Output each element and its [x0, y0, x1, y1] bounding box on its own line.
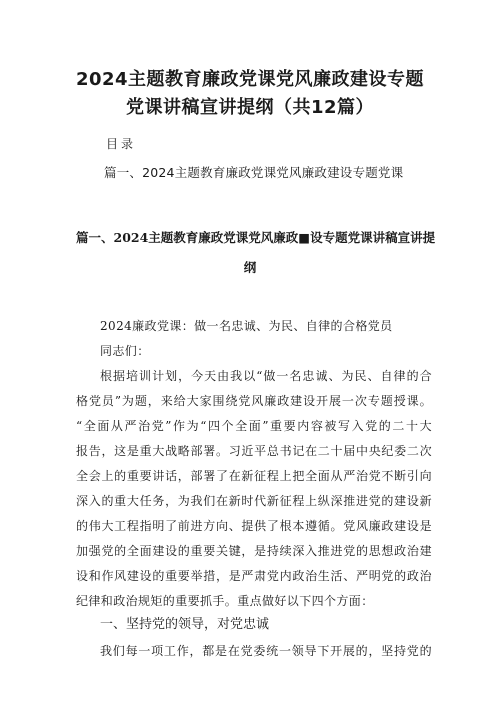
- paragraph-line: 加强党的全面建设的重要关键，是持续深入推进党的思想政治建: [76, 544, 432, 558]
- paragraph-line: 纪律和政治规矩的重要抓手。重点做好以下四个方面：: [76, 594, 374, 608]
- paragraph-line: 报告，这是重大战略部署。习近平总书记在二十届中央纪委二次: [76, 444, 432, 458]
- paragraph-line: 深入的重大任务，为我们在新时代新征程上纵深推进党的建设新: [76, 494, 432, 508]
- section-heading-line-1: 篇一、2024主题教育廉政党课党风廉政■设专题党课讲稿宣讲提: [76, 230, 436, 245]
- paragraph-line: 设和作风建设的重要举措，是严肃党内政治生活、严明党的政治: [76, 569, 432, 583]
- salutation: 同志们：: [100, 344, 150, 358]
- subheading-1: 一、坚持党的领导，对党忠诚: [100, 617, 270, 632]
- paragraph-line: 的伟大工程指明了前进方向、提供了根本遵循。党风廉政建设是: [76, 519, 432, 533]
- paragraph-line: 根据培训计划，今天由我以“做一名忠诚、为民、自律的合: [100, 369, 432, 383]
- toc-label: 目录: [106, 137, 137, 151]
- document-title-line-2: 党课讲稿宣讲提纲（共12篇）: [125, 97, 375, 118]
- paragraph-line: “全面从严治党”作为“四个全面”重要内容被写入党的二十大: [76, 419, 432, 433]
- lesson-title: 2024廉政党课：做一名忠诚、为民、自律的合格党员: [100, 319, 393, 333]
- section-heading-line-2: 纲: [243, 260, 257, 275]
- document-title-line-1: 2024主题教育廉政党课党风廉政建设专题: [75, 69, 425, 90]
- paragraph-line: 全会上的重要讲话，部署了在新征程上把全面从严治党不断引向: [76, 469, 432, 483]
- paragraph-line: 我们每一项工作，都是在党委统一领导下开展的，坚持党的: [100, 644, 432, 658]
- toc-item-1[interactable]: 篇一、2024主题教育廉政党课党风廉政建设专题党课: [104, 165, 404, 180]
- paragraph-line: 格党员”为题，来给大家围绕党风廉政建设开展一次专题授课。: [76, 394, 432, 408]
